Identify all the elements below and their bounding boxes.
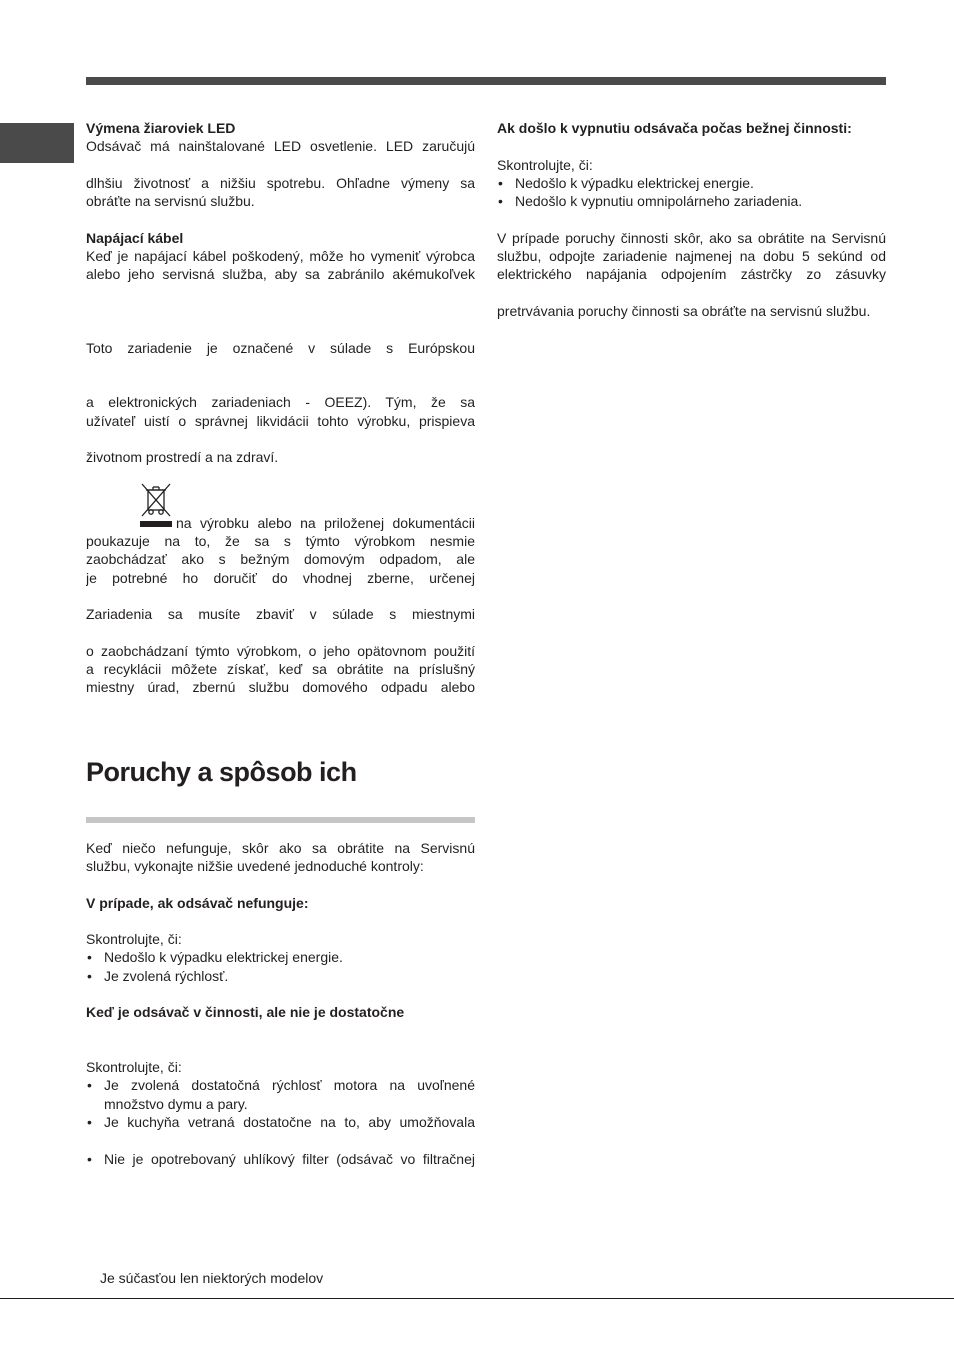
weee-text: na výrobku alebo na priloženej dokumentácii (176, 515, 475, 531)
section-heading: Poruchy a spôsob ich (86, 757, 357, 787)
faults-intro: Keď niečo nefunguje, skôr ako sa obrátite na Servisnú (86, 840, 475, 856)
paragraph-line: službu, odpojte zariadenie najmenej na dobu 5 sekúnd od (497, 248, 886, 264)
check-label: Skontrolujte, či: (497, 157, 593, 173)
bottom-rule (0, 1298, 954, 1299)
list-item-continued: množstvo dymu a pary. (104, 1096, 248, 1112)
list-item: • Je zvolená rýchlosť. (86, 967, 475, 985)
list-item: • Je kuchyňa vetraná dostatočne na to, aby umožňovala (86, 1113, 475, 1131)
weee-text: a recyklácii môžete získať, keď sa obrátite na príslušný (86, 661, 475, 677)
weee-text: o zaobchádzaní týmto výrobkom, o jeho opätovnom použití (86, 643, 475, 659)
case-title: V prípade, ak odsávač nefunguje: (86, 895, 309, 911)
paragraph-line: V prípade poruchy činnosti skôr, ako sa obrátite na Servisnú (497, 230, 886, 246)
heading-rule (86, 817, 475, 823)
side-tab (0, 123, 74, 163)
list-item: • Nie je opotrebovaný uhlíkový filter (odsávač vo filtračnej (86, 1150, 475, 1168)
led-text: Odsávač má nainštalované LED osvetlenie. LED zaručujú (86, 138, 475, 154)
weee-text: poukazuje na to, že sa s týmto výrobkom nesmie (86, 533, 475, 549)
weee-text: zaobchádzať ako s bežným domovým odpadom, ale (86, 551, 475, 567)
list-item: • Je zvolená dostatočná rýchlosť motora na uvoľnené (86, 1076, 475, 1094)
paragraph-line: elektrického napájania odpojením zástrčky zo zásuvky (497, 266, 886, 282)
weee-text: Zariadenia sa musíte zbaviť v súlade s miestnymi (86, 606, 475, 622)
cable-title: Napájací kábel (86, 230, 184, 246)
check-label: Skontrolujte, či: (86, 931, 182, 947)
top-bar (86, 77, 886, 85)
weee-text: Toto zariadenie je označené v súlade s Európskou (86, 340, 475, 356)
cable-text: alebo jeho servisná služba, aby sa zabránilo akémukoľvek (86, 266, 475, 282)
led-title: Výmena žiaroviek LED (86, 120, 236, 136)
crossed-out-wheelie-bin-icon (139, 481, 173, 529)
case-title: Ak došlo k vypnutiu odsávača počas bežnej činnosti: (497, 120, 852, 136)
weee-text: je potrebné ho doručiť do vhodnej zberne, určenej (86, 570, 475, 586)
cable-text: Keď je napájací kábel poškodený, môže ho vymeniť výrobca (86, 248, 475, 264)
footnote: Je súčasťou len niektorých modelov (100, 1270, 324, 1286)
faults-intro: službu, vykonajte nižšie uvedené jednoduché kontroly: (86, 858, 424, 874)
led-text: obráťte na servisnú službu. (86, 193, 255, 209)
weee-text: miestny úrad, zbernú službu domového odpadu alebo (86, 679, 475, 695)
weee-text: užívateľ uistí o správnej likvidácii tohto výrobku, prispieva (86, 413, 475, 429)
list-item: • Nedošlo k vypnutiu omnipolárneho zariadenia. (497, 192, 886, 210)
paragraph-line: pretrvávania poruchy činnosti sa obráťte na servisnú službu. (497, 303, 871, 319)
list-item: • Nedošlo k výpadku elektrickej energie. (86, 948, 475, 966)
weee-text: životnom prostredí a na zdraví. (86, 449, 279, 465)
list-item: • Nedošlo k výpadku elektrickej energie. (497, 174, 886, 192)
led-text: dlhšiu životnosť a nižšiu spotrebu. Ohľadne výmeny sa (86, 175, 475, 191)
weee-text: a elektronických zariadeniach - OEEZ). Tým, že sa (86, 394, 475, 410)
case-title: Keď je odsávač v činnosti, ale nie je dostatočne (86, 1004, 405, 1020)
check-label: Skontrolujte, či: (86, 1059, 182, 1075)
